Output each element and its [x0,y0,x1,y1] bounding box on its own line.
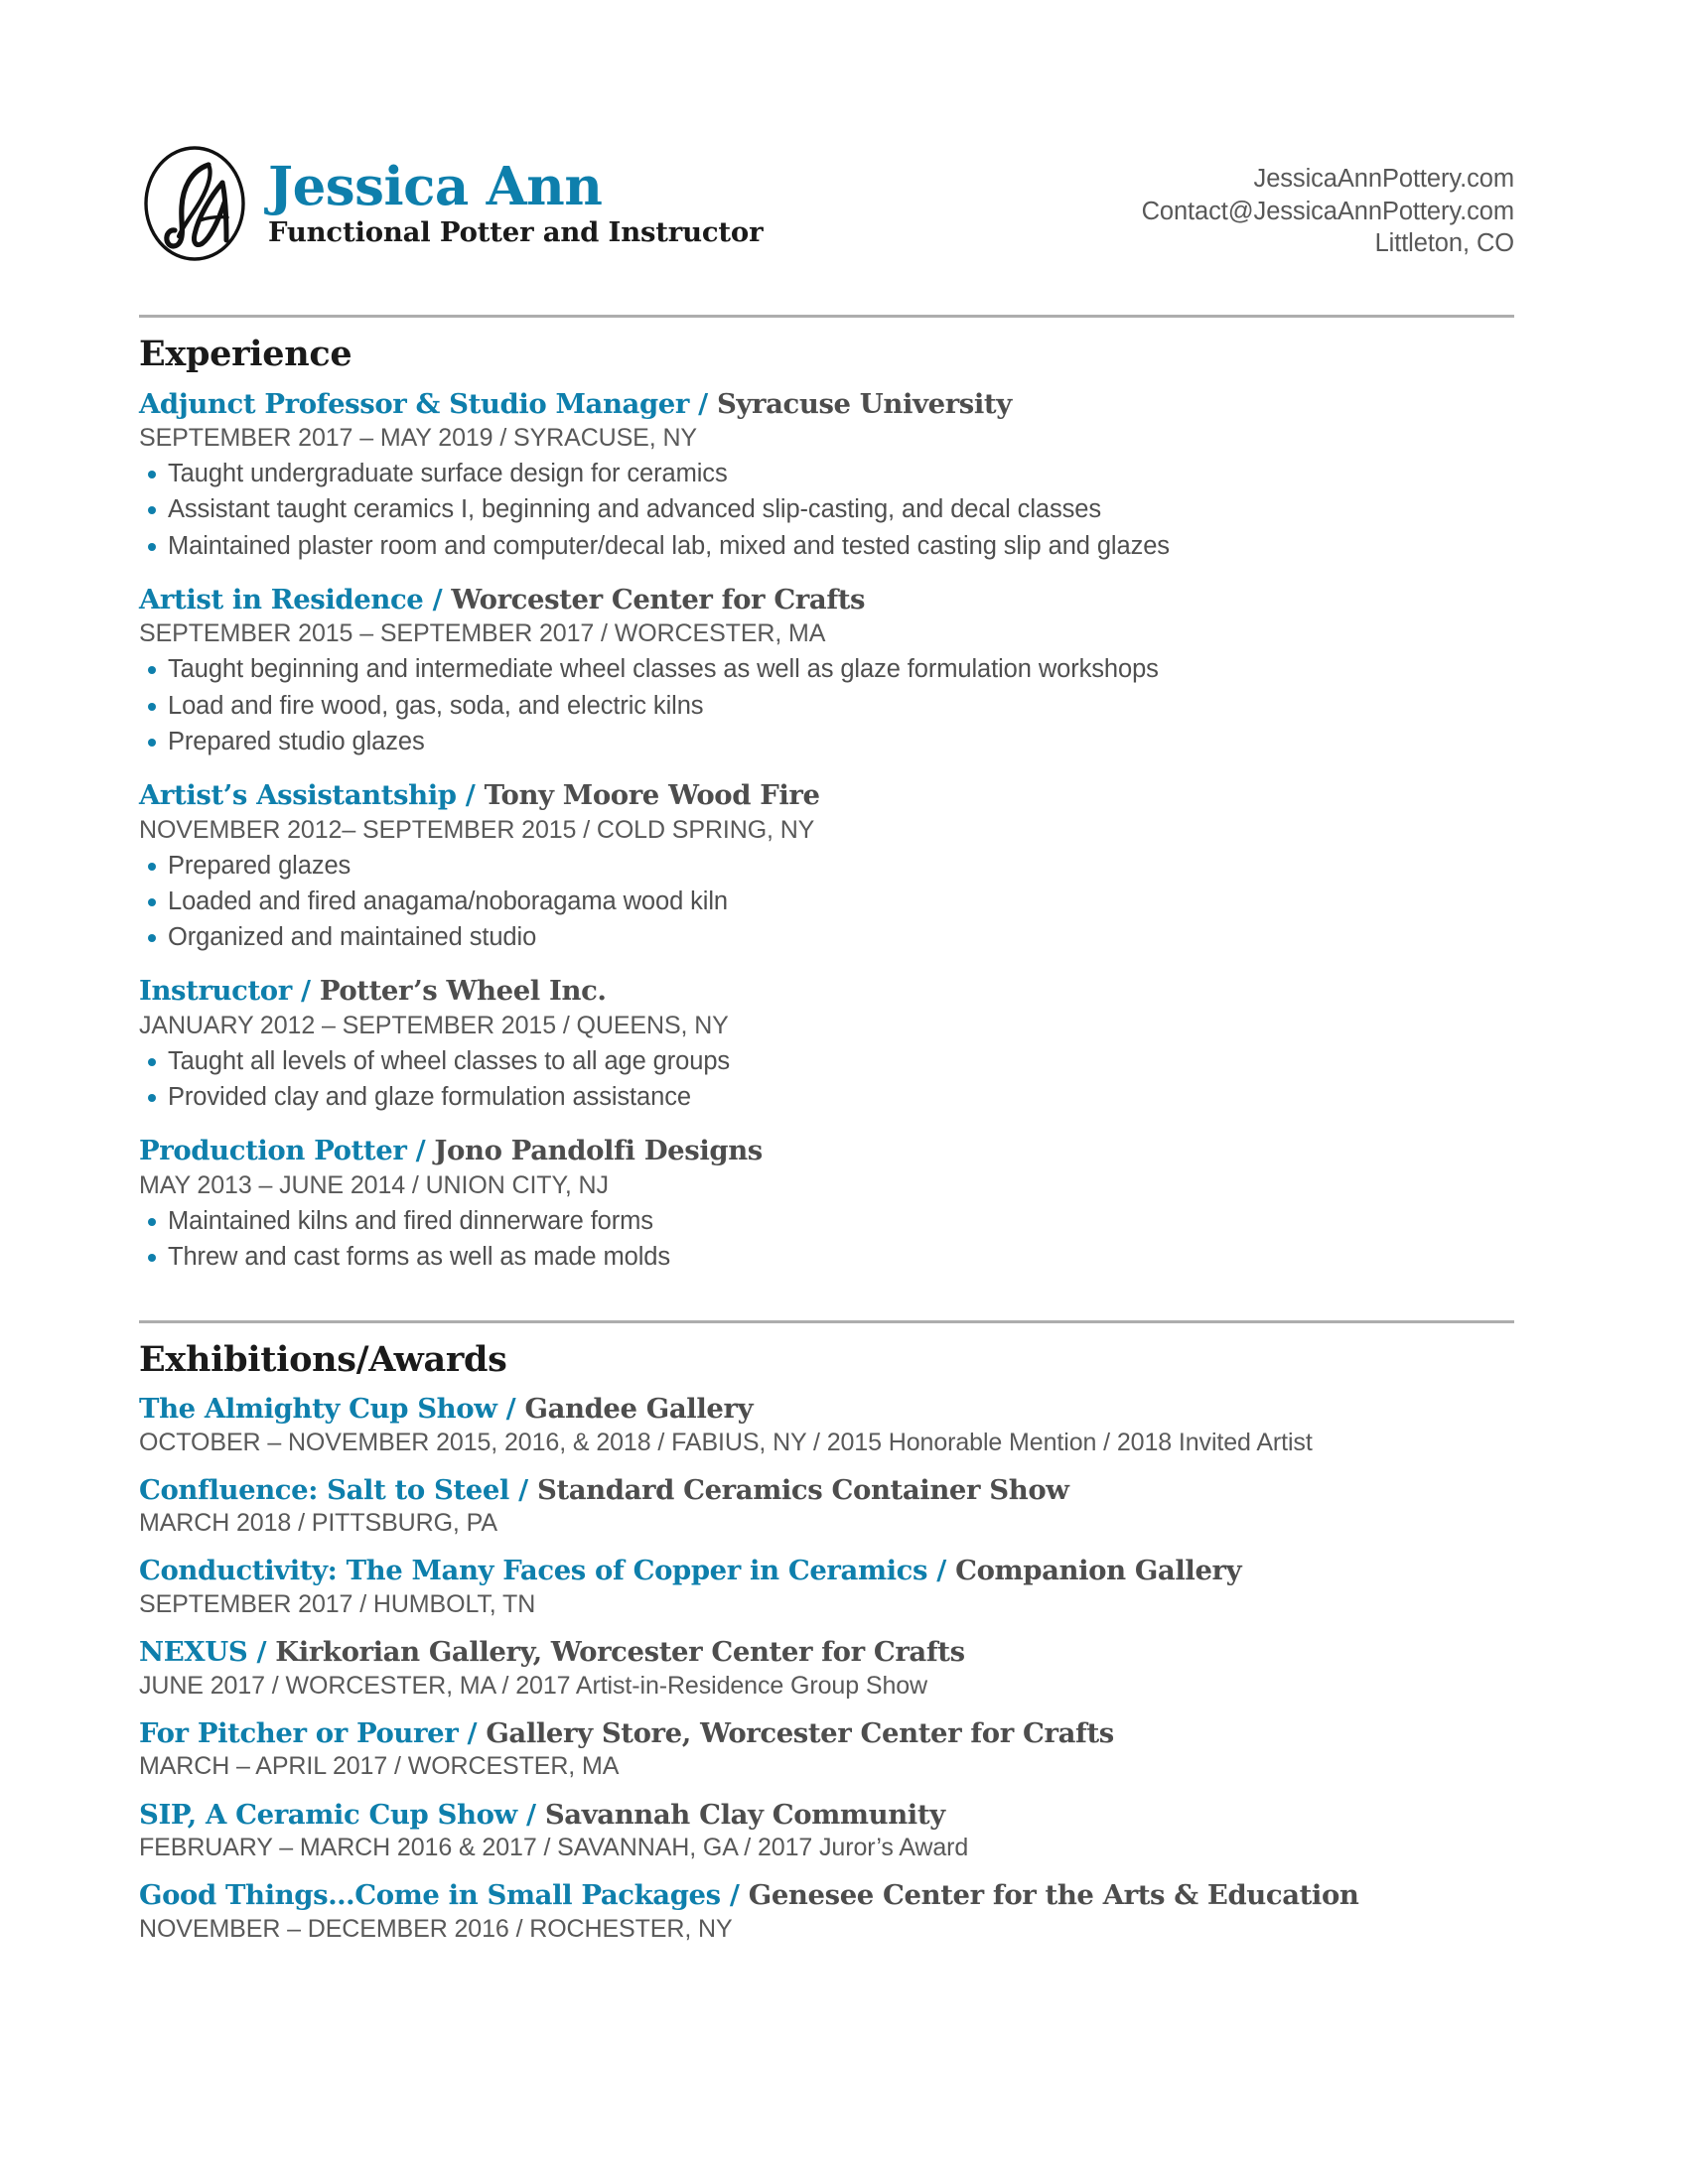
exhibition-entry [139,1636,1514,1702]
exhibitions-divider [139,1320,1514,1323]
exhibition-entry-meta: NOVEMBER – DECEMBER 2016 / ROCHESTER, NY [139,1914,733,1943]
experience-section-title: Experience [139,334,352,374]
experience-bullet-item: Provided clay and glaze formulation assistance [139,1079,1514,1115]
experience-entry-bullets [139,848,1514,956]
experience-entry-heading [139,1135,1514,1166]
experience-entry-heading [139,975,1514,1007]
experience-entry [139,1135,1514,1275]
experience-entry-separator: / [456,779,485,812]
experience-divider [139,315,1514,318]
contact-location: Littleton, CO [1374,229,1514,258]
exhibition-entry-separator: / [247,1636,276,1669]
exhibition-entry-heading [139,1393,1514,1425]
exhibition-entry-separator: / [458,1716,487,1749]
experience-bullet-item: Load and fire wood, gas, soda, and electric kilns [139,688,1514,724]
exhibition-entry [139,1474,1514,1540]
exhibitions-list [139,1393,1514,1945]
experience-entry-bullets [139,1203,1514,1275]
experience-entry-heading [139,779,1514,811]
experience-entry-organization: Worcester Center for Crafts [451,583,866,615]
exhibition-entry-venue: Kirkorian Gallery, Worcester Center for Crafts [275,1636,965,1669]
experience-entry-separator: / [406,1135,435,1167]
ja-monogram-logo-icon [139,145,250,262]
experience-entry-separator: / [291,975,320,1008]
experience-bullet-item: Taught undergraduate surface design for ceramics [139,456,1514,491]
experience-bullet-item: Taught all levels of wheel classes to all age groups [139,1043,1514,1079]
contact-block [1142,141,1514,260]
contact-email[interactable]: Contact@JessicaAnnPottery.com [1141,197,1514,225]
experience-entry-role: Artist’s Assistantship [139,779,457,812]
experience-entry-bullets [139,651,1514,759]
experience-entry-heading [139,388,1514,420]
exhibition-entry [139,1393,1514,1458]
exhibition-entry [139,1879,1514,1945]
exhibition-entry-venue: Savannah Clay Community [544,1798,945,1831]
experience-bullet-item: Prepared studio glazes [139,724,1514,759]
exhibition-entry-name: For Pitcher or Pourer [139,1716,459,1749]
experience-bullet-item: Maintained plaster room and computer/decal lab, mixed and tested casting slip and glazes [139,528,1514,564]
experience-list [139,388,1514,1276]
name-block [268,156,763,247]
experience-bullet-item: Threw and cast forms as well as made molds [139,1239,1514,1275]
exhibition-entry-separator: / [516,1798,545,1831]
resume-header [139,0,1514,262]
experience-entry-separator: / [423,583,452,615]
exhibition-entry-name: Good Things…Come in Small Packages [139,1879,721,1912]
experience-entry-meta: NOVEMBER 2012– SEPTEMBER 2015 / COLD SPRING, NY [139,815,815,844]
experience-bullet-item: Loaded and fired anagama/noboragama wood kiln [139,884,1514,919]
experience-entry-bullets [139,456,1514,564]
contact-website[interactable]: JessicaAnnPottery.com [1253,165,1514,193]
full-name: Jessica Ann [268,155,603,217]
job-title: Functional Potter and Instructor [268,215,764,248]
exhibition-entry-heading [139,1879,1514,1911]
exhibition-entry-separator: / [927,1555,956,1587]
identity-block [139,141,763,262]
exhibition-entry-heading [139,1636,1514,1668]
experience-bullet-item: Prepared glazes [139,848,1514,884]
exhibition-entry [139,1717,1514,1783]
exhibition-entry-name: SIP, A Ceramic Cup Show [139,1798,517,1831]
experience-entry-role: Instructor [139,975,292,1008]
experience-entry-heading [139,584,1514,615]
exhibition-entry-meta: FEBRUARY – MARCH 2016 & 2017 / SAVANNAH, GA / 2017 Juror’s Award [139,1833,969,1861]
experience-entry [139,388,1514,564]
experience-entry-bullets [139,1043,1514,1115]
exhibition-entry-venue: Gandee Gallery [524,1393,754,1426]
exhibition-entry-meta: OCTOBER – NOVEMBER 2015, 2016, & 2018 / FABIUS, NY / 2015 Honorable Mention / 2018 Invited Artist [139,1428,1313,1456]
exhibition-entry-name: NEXUS [139,1636,248,1669]
experience-entry-meta: SEPTEMBER 2017 – MAY 2019 / SYRACUSE, NY [139,423,697,452]
exhibition-entry-separator: / [496,1393,525,1426]
experience-bullet-item: Maintained kilns and fired dinnerware forms [139,1203,1514,1239]
exhibition-entry-meta: MARCH 2018 / PITTSBURG, PA [139,1509,497,1538]
exhibition-entry-name: Conductivity: The Many Faces of Copper in Ceramics [139,1555,928,1587]
exhibition-entry-heading [139,1474,1514,1506]
exhibition-entry-heading [139,1555,1514,1586]
exhibition-entry-venue: Gallery Store, Worcester Center for Crafts [486,1716,1114,1749]
exhibition-entry-meta: JUNE 2017 / WORCESTER, MA / 2017 Artist-in-Residence Group Show [139,1671,928,1700]
experience-entry [139,975,1514,1115]
experience-entry-meta: JANUARY 2012 – SEPTEMBER 2015 / QUEENS, NY [139,1011,729,1039]
experience-entry [139,584,1514,759]
experience-bullet-item: Organized and maintained studio [139,919,1514,955]
exhibition-entry [139,1799,1514,1864]
exhibition-entry-heading [139,1799,1514,1831]
exhibition-entry-separator: / [508,1473,537,1506]
experience-entry-role: Artist in Residence [139,583,424,615]
exhibition-entry-venue: Companion Gallery [955,1555,1242,1587]
experience-entry-organization: Potter’s Wheel Inc. [319,975,607,1008]
exhibition-entry-venue: Standard Ceramics Container Show [536,1473,1069,1506]
experience-bullet-item: Taught beginning and intermediate wheel classes as well as glaze formulation workshops [139,651,1514,687]
exhibition-entry-heading [139,1717,1514,1749]
exhibition-entry-separator: / [720,1879,749,1912]
experience-entry-meta: SEPTEMBER 2015 – SEPTEMBER 2017 / WORCESTER, MA [139,619,826,648]
exhibition-entry-name: Confluence: Salt to Steel [139,1473,509,1506]
exhibition-entry-venue: Genesee Center for the Arts & Education [748,1879,1359,1912]
experience-entry-organization: Syracuse University [716,387,1012,420]
exhibition-entry-meta: MARCH – APRIL 2017 / WORCESTER, MA [139,1752,620,1781]
experience-entry-role: Adjunct Professor & Studio Manager [139,387,689,420]
exhibition-entry-meta: SEPTEMBER 2017 / HUMBOLT, TN [139,1589,536,1618]
experience-bullet-item: Assistant taught ceramics I, beginning and advanced slip-casting, and decal classes [139,491,1514,527]
experience-entry [139,779,1514,955]
experience-entry-meta: MAY 2013 – JUNE 2014 / UNION CITY, NJ [139,1170,609,1199]
experience-entry-organization: Tony Moore Wood Fire [484,779,820,812]
exhibitions-section-title: Exhibitions/Awards [139,1338,507,1380]
experience-entry-role: Production Potter [139,1135,407,1167]
exhibition-entry [139,1555,1514,1620]
experience-entry-organization: Jono Pandolfi Designs [434,1135,763,1167]
experience-entry-separator: / [688,387,717,420]
exhibition-entry-name: The Almighty Cup Show [139,1393,497,1426]
